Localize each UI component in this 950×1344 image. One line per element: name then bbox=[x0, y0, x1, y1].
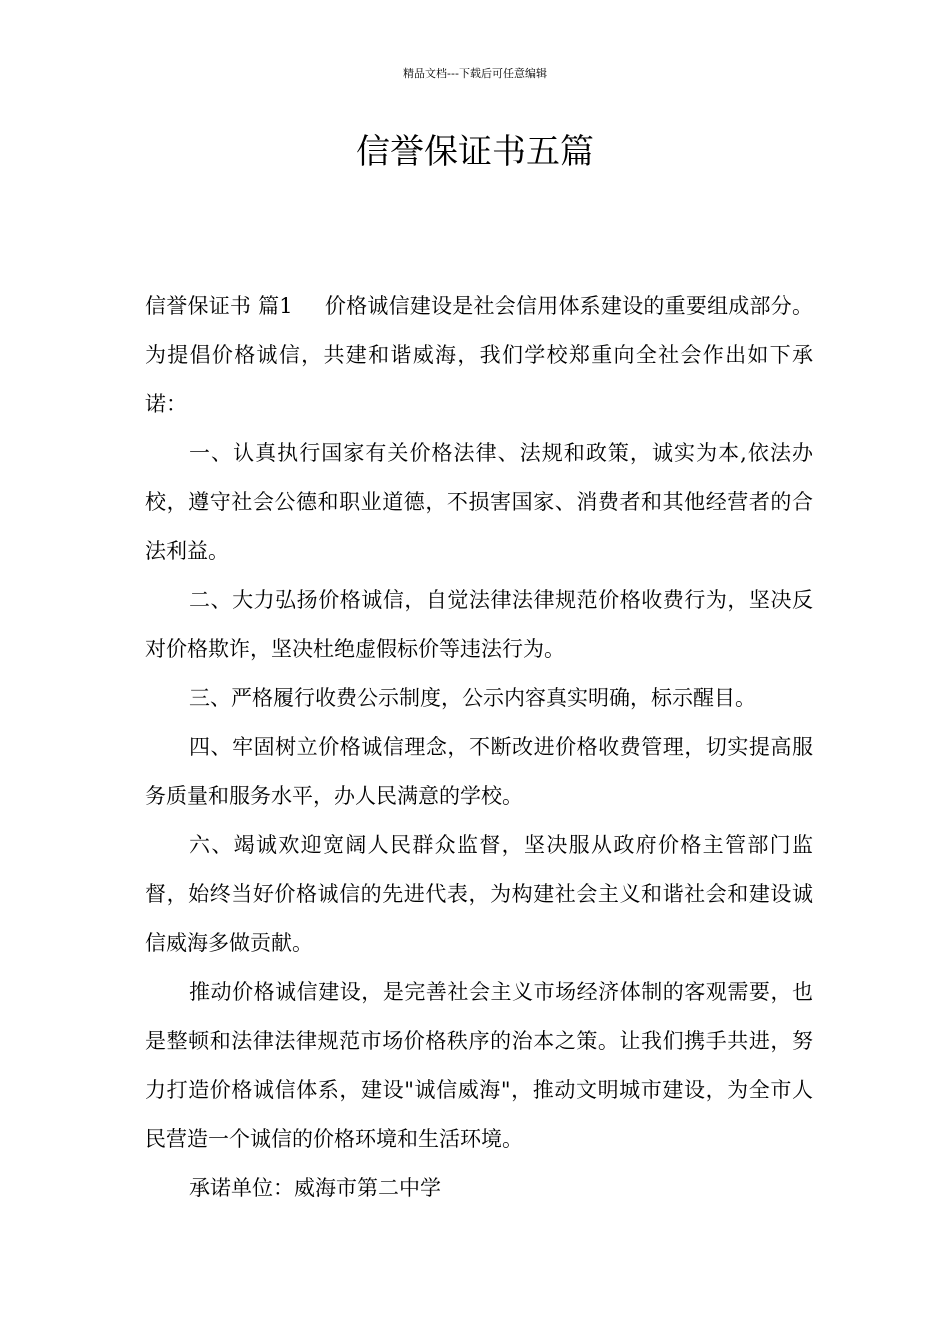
commitment-4: 四、牢固树立价格诚信理念，不断改进价格收费管理，切实提高服务质量和服务水平，办人民满意的学校。 bbox=[145, 735, 813, 808]
intro-text: 价格诚信建设是社会信用体系建设的重要组成部分。为提倡价格诚信，共建和谐威海，我们学校郑重向全社会作出如下承诺： bbox=[145, 294, 814, 416]
section-heading: 信誉保证书 篇1 bbox=[145, 294, 293, 318]
signature-unit: 承诺单位：威海市第二中学 bbox=[189, 1176, 441, 1200]
commitment-2: 二、大力弘扬价格诚信，自觉法律法律规范价格收费行为，坚决反对价格欺诈，坚决杜绝虚假标价等违法行为。 bbox=[145, 588, 813, 661]
closing-paragraph: 推动价格诚信建设，是完善社会主义市场经济体制的客观需要，也是整顿和法律法律规范市场价格秩序的治本之策。让我们携手共进，努力打造价格诚信体系，建设"诚信威海"，推动文明城市建设，为全市人民营造一个诚信的价格环境和生活环境。 bbox=[145, 980, 813, 1151]
header-note: 精品文档---下载后可任意编辑 bbox=[403, 67, 547, 80]
document-title: 信誉保证书五篇 bbox=[356, 132, 594, 172]
commitment-3: 三、严格履行收费公示制度，公示内容真实明确，标示醒目。 bbox=[189, 686, 756, 710]
document-body bbox=[145, 282, 813, 1213]
commitment-1: 一、认真执行国家有关价格法律、法规和政策，诚实为本,依法办校，遵守社会公德和职业道德，不损害国家、消费者和其他经营者的合法利益。 bbox=[145, 441, 813, 563]
commitment-6: 六、竭诚欢迎宽阔人民群众监督，坚决服从政府价格主管部门监督，始终当好价格诚信的先进代表，为构建社会主义和谐社会和建设诚信威海多做贡献。 bbox=[145, 833, 813, 955]
intro-paragraph bbox=[145, 282, 813, 429]
